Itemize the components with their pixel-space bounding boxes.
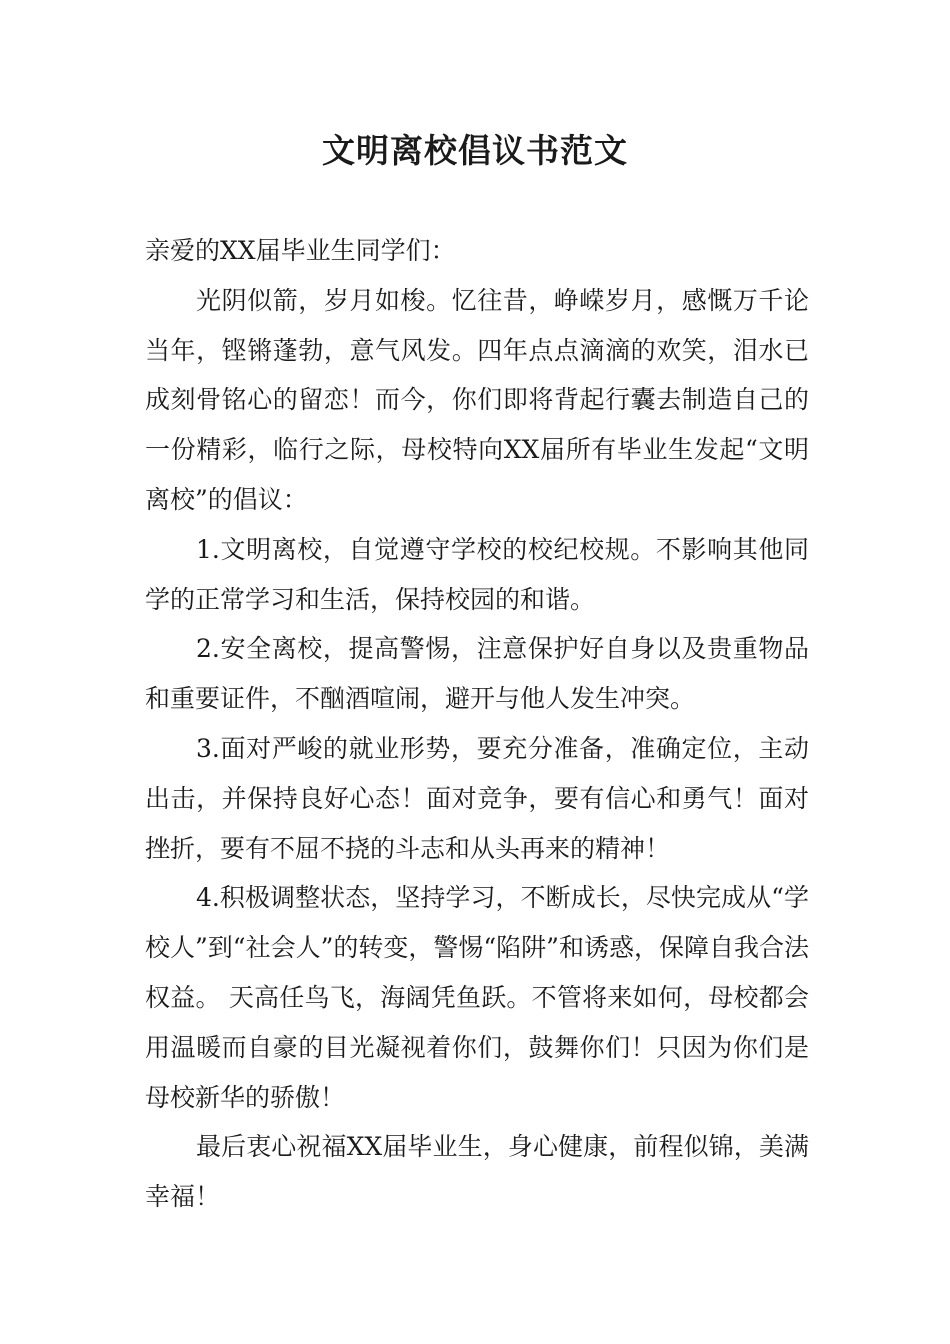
salutation: 亲爱的XX届毕业生同学们： (145, 236, 456, 265)
paragraph-closing: 最后衷心祝福XX届毕业生，身心健康，前程似锦，美满幸福！ (145, 1132, 809, 1212)
paragraph-item-1: 1.文明离校，自觉遵守学校的校纪校规。不影响其他同学的正常学习和生活，保持校园的和谐。 (145, 534, 809, 614)
document-title: 文明离校倡议书范文 (322, 131, 628, 170)
paragraph-item-2: 2.安全离校，提高警惕，注意保护好自身以及贵重物品和重要证件，不酗酒喧闹，避开与他人发生冲突。 (145, 634, 809, 714)
paragraph-item-3: 3.面对严峻的就业形势，要充分准备，准确定位，主动出击，并保持良好心态！面对竞争，要有信心和勇气！面对挫折，要有不屈不挠的斗志和从头再来的精神！ (145, 733, 809, 863)
document-body (145, 226, 809, 1222)
paragraph-intro: 光阴似箭，岁月如梭。忆往昔，峥嵘岁月，感慨万千论当年，铿锵蓬勃，意气风发。四年点点滴滴的欢笑，泪水已成刻骨铭心的留恋！而今，你们即将背起行囊去制造自己的一份精彩，临行之际，母校特向XX届所有毕业生发起“文明离校”的倡议： (145, 285, 809, 514)
paragraph-item-4: 4.积极调整状态，坚持学习，不断成长，尽快完成从“学校人”到“社会人”的转变，警惕“陷阱”和诱惑，保障自我合法权益。 天高任鸟飞，海阔凭鱼跃。不管将来如何，母校都会用温暖而自豪的目光凝视着你们，鼓舞你们！只因为你们是母校新华的骄傲！ (145, 883, 809, 1112)
